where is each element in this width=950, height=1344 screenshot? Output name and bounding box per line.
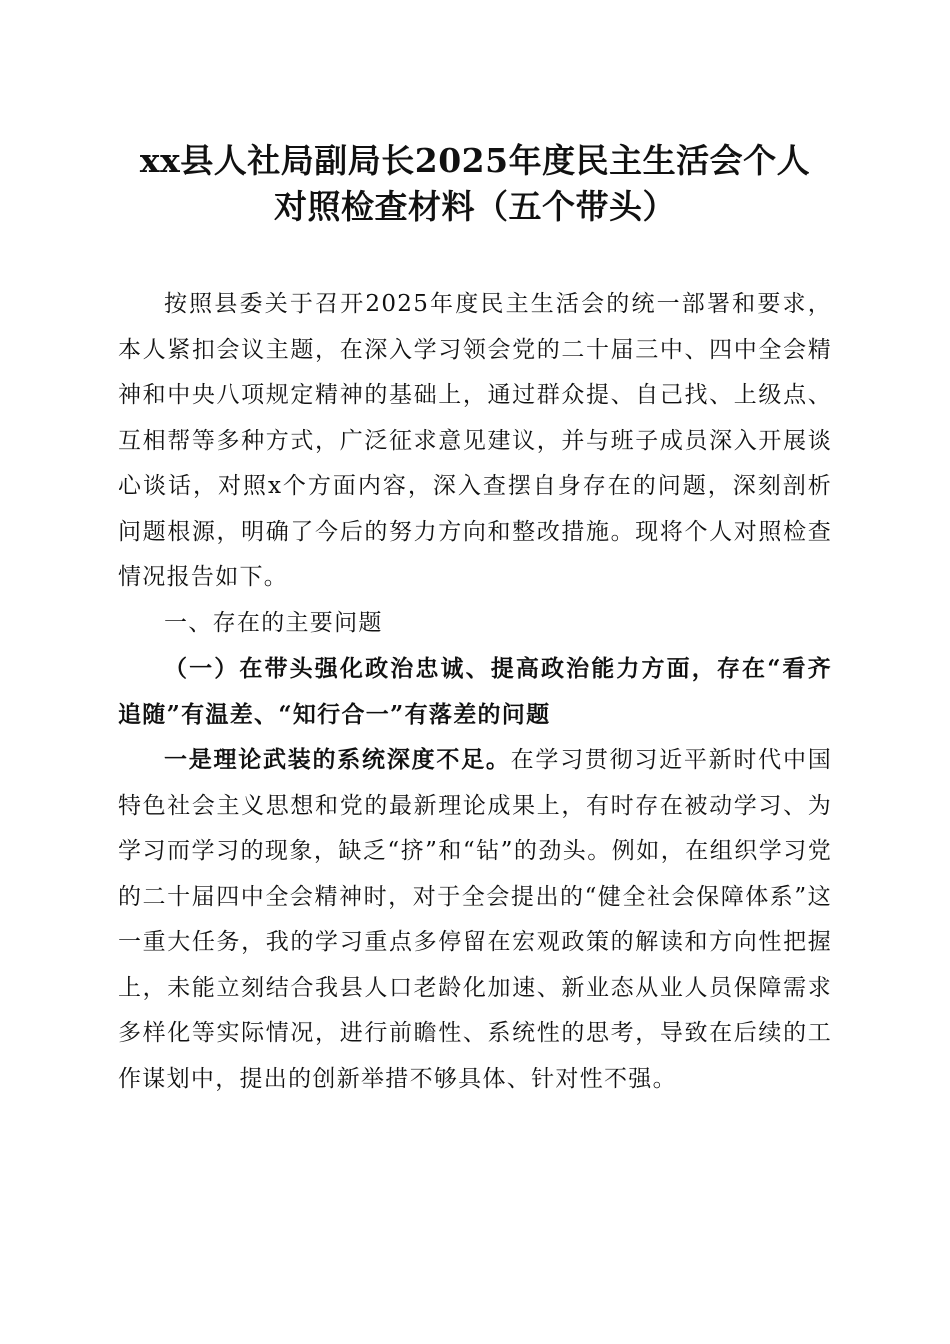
section-heading: 一、存在的主要问题 <box>164 609 383 636</box>
document-title <box>118 138 832 230</box>
title-line-1: xx县人社局副局长2025年度民主生活会个人 <box>139 141 811 180</box>
point-paragraph <box>118 737 832 1102</box>
document-body <box>118 282 832 1102</box>
intro-paragraph: 按照县委关于召开2025年度民主生活会的统一部署和要求，本人紧扣会议主题，在深入学习领会党的二十届三中、四中全会精神和中央八项规定精神的基础上，通过群众提、自己找、上级点、互相帮等多种方式，广泛征求意见建议，并与班子成员深入开展谈心谈话，对照x个方面内容，深入查摆自身存在的问题，深刻剖析问题根源，明确了今后的努力方向和整改措施。现将个人对照检查情况报告如下。 <box>118 291 832 590</box>
point-lead: 一是理论武装的系统深度不足。 <box>164 746 511 773</box>
point-text: 在学习贯彻习近平新时代中国特色社会主义思想和党的最新理论成果上，有时存在被动学习、为学习而学习的现象，缺乏“挤”和“钻”的劲头。例如，在组织学习党的二十届四中全会精神时，对于全会提出的“健全社会保障体系”这一重大任务，我的学习重点多停留在宏观政策的解读和方向性把握上，未能立刻结合我县人口老龄化加速、新业态从业人员保障需求多样化等实际情况，进行前瞻性、系统性的思考，导致在后续的工作谋划中，提出的创新举措不够具体、针对性不强。 <box>118 747 832 1092</box>
subsection-heading: （一）在带头强化政治忠诚、提高政治能力方面，存在“看齐追随”有温差、“知行合一”有落差的问题 <box>118 655 832 728</box>
title-line-2: 对照检查材料（五个带头） <box>274 187 676 226</box>
document-page <box>118 138 832 1102</box>
